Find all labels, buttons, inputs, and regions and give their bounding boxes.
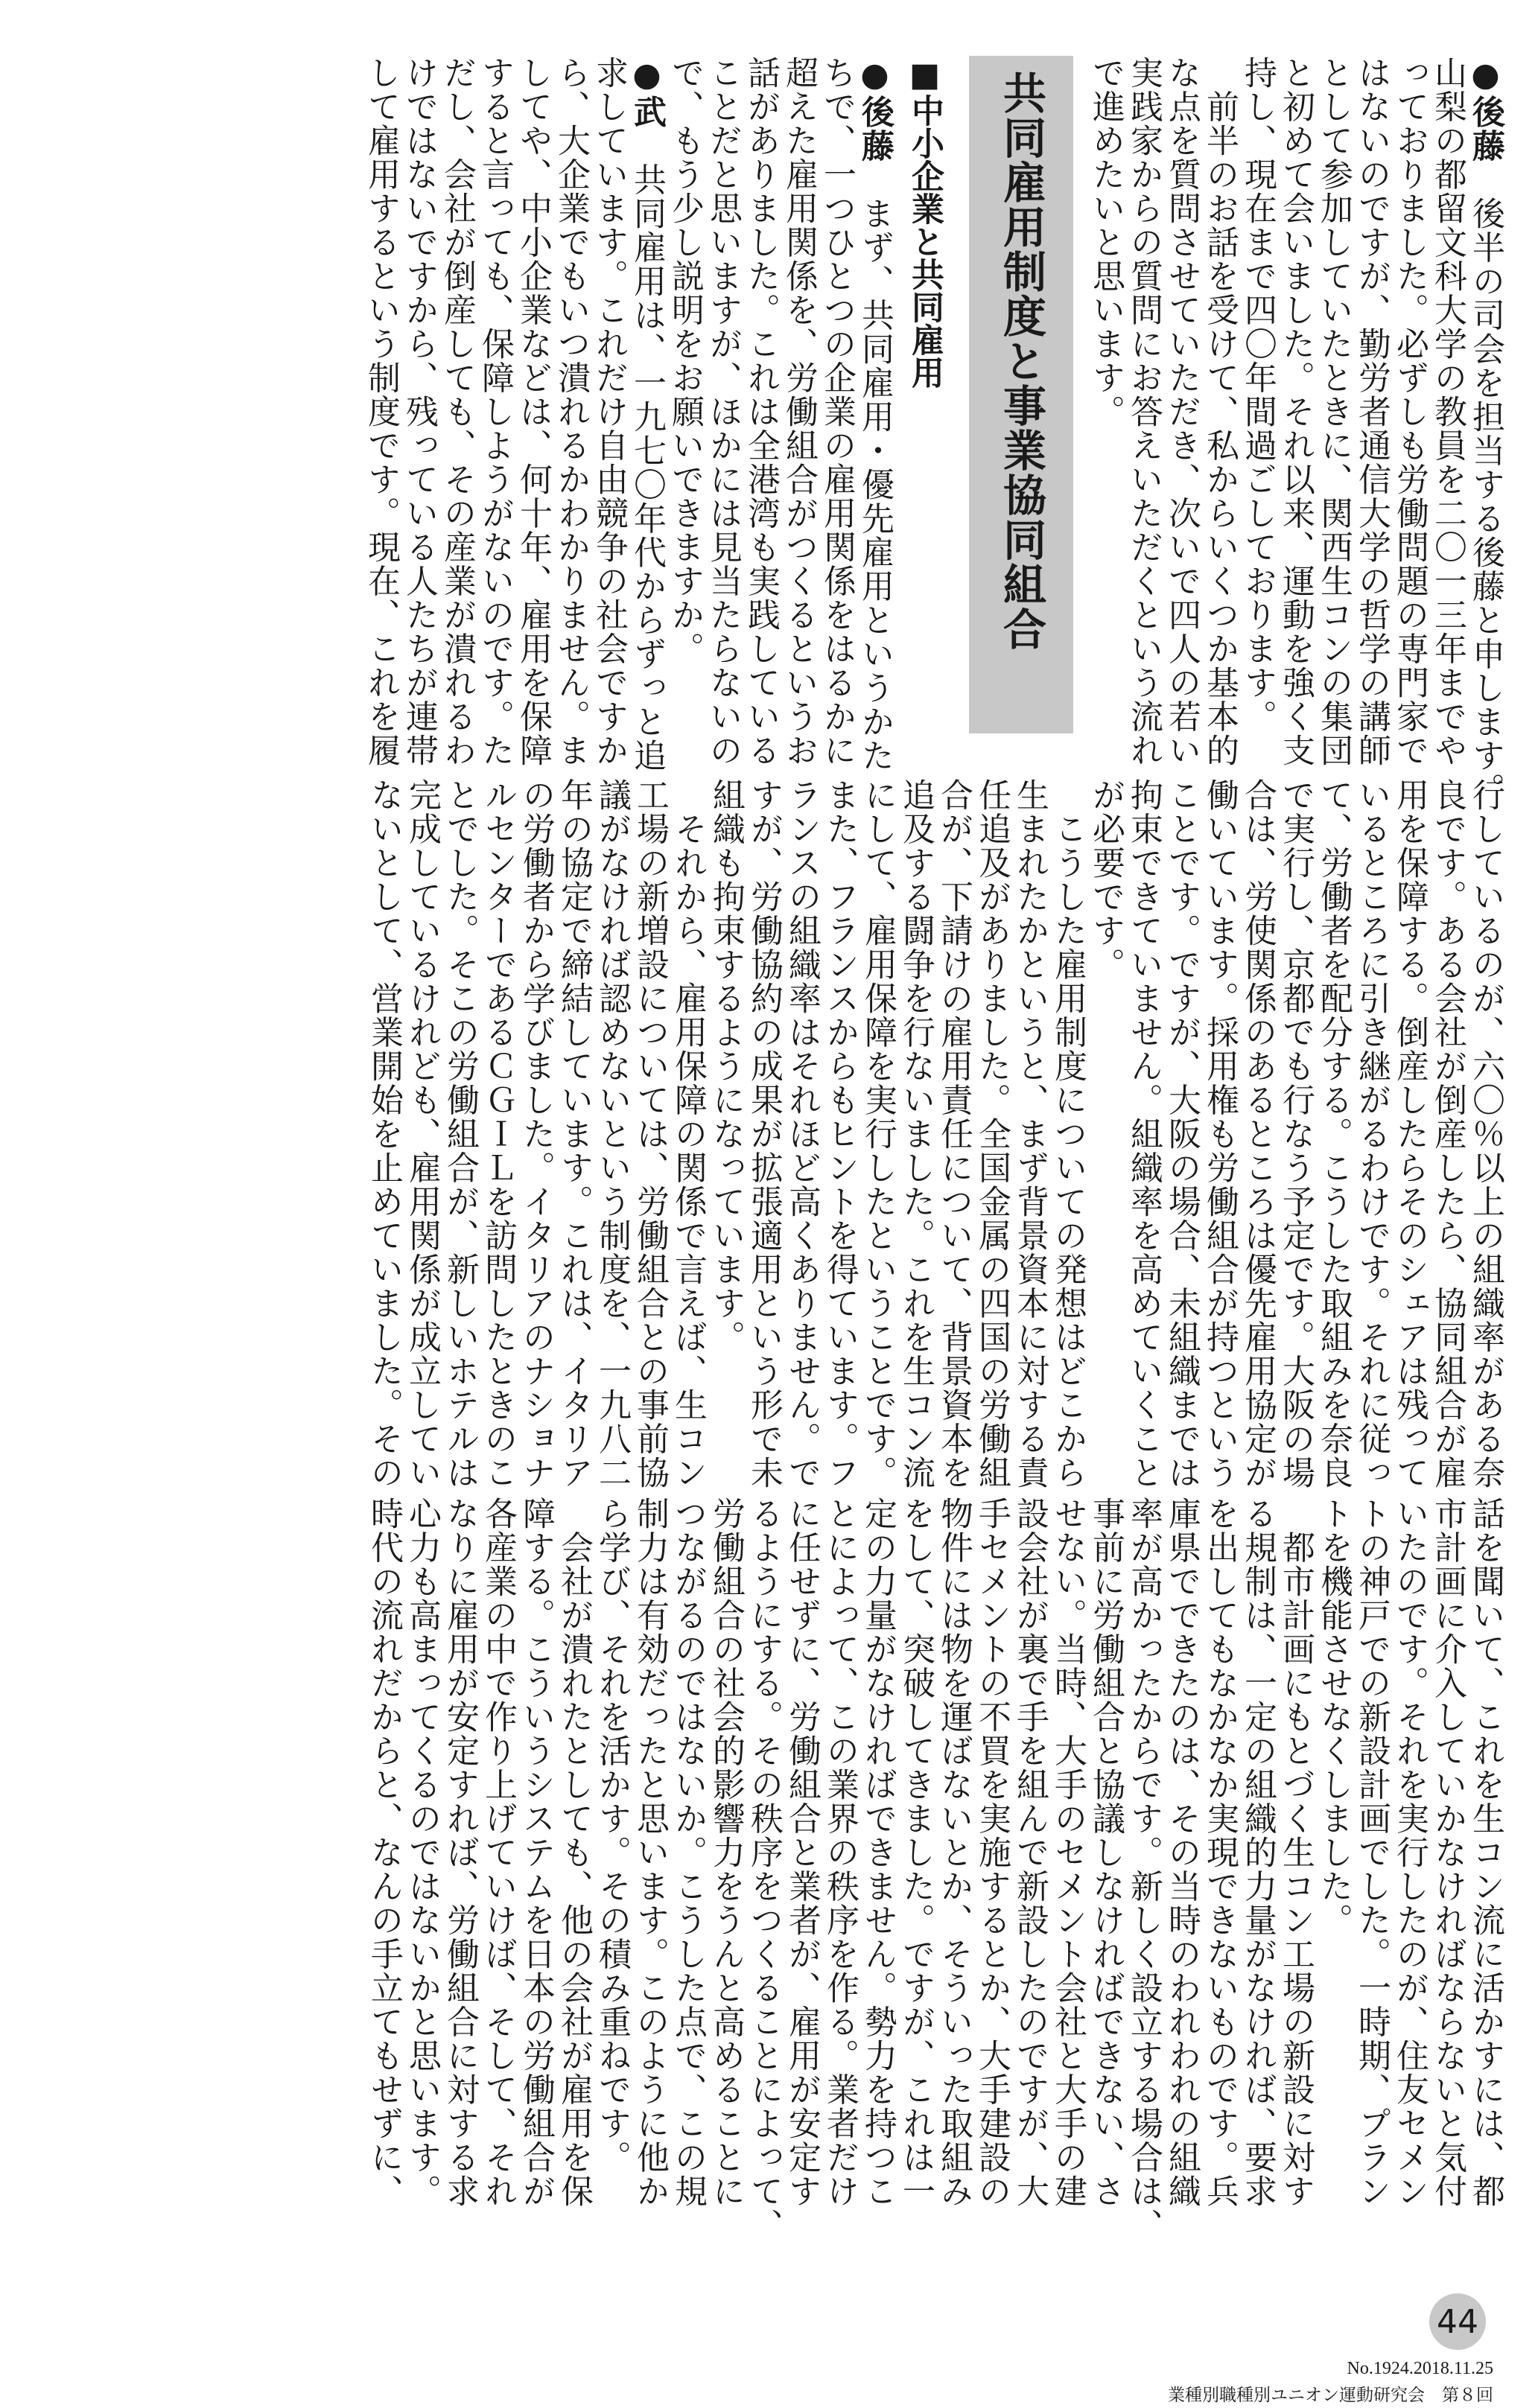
text-line: なりに雇用が安定すれば、労働組合に対する求 bbox=[441, 1497, 479, 2208]
text-line: 議がなければ認めないという制度を、一九八二 bbox=[593, 778, 631, 1490]
text-line: 各産業の中で作り上げていけば、そして、それ bbox=[479, 1497, 517, 2208]
text-line: で進めたいと思います。 bbox=[1087, 56, 1125, 429]
text-line: こうした雇用制度についての発想はどこから bbox=[1049, 778, 1087, 1490]
text-line: の労働者から学びました。イタリアのナショナ bbox=[517, 778, 555, 1490]
text-line: て、労働者を配分する。こうした取組みを奈良 bbox=[1315, 778, 1353, 1490]
text-line: 持し、現在まで四〇年間過ごしております。 bbox=[1239, 56, 1277, 733]
text-line: ら、大企業でもいつ潰れるかわかりません。ま bbox=[552, 56, 590, 768]
text-line: にして、雇用保障を実行したということです。 bbox=[859, 778, 897, 1490]
text-line: 求しています。これだけ自由競争の社会ですか bbox=[590, 56, 628, 768]
text-line: るようにする。その秩序をつくることによって、 bbox=[745, 1497, 783, 2242]
article-title-box bbox=[969, 56, 1073, 733]
text-line: として参加していたときに、関西生コンの集団 bbox=[1315, 56, 1353, 768]
text-line: けではないですから、残っている人たちが連帯 bbox=[400, 56, 438, 768]
text-line: ルセンターであるＣＧＩＬを訪問したときのこ bbox=[479, 778, 517, 1490]
text-line: また、フランスからもヒントを得ています。フ bbox=[821, 778, 859, 1490]
section-columns bbox=[362, 56, 894, 773]
text-line: な点を質問させていただき、次いで四人の若い bbox=[1163, 56, 1201, 768]
tier-3 bbox=[34, 1497, 1504, 2242]
text-line: 働いています。採用権も労働組合が持つという bbox=[1201, 778, 1239, 1490]
speaker-name: ●後藤 bbox=[856, 56, 894, 163]
text-line: 合は、労使関係のあるところは優先雇用協定が bbox=[1239, 778, 1277, 1490]
text-line: と初めて会いました。それ以来、運動を強く支 bbox=[1277, 56, 1315, 768]
text-line: 事前に労働組合と協議しなければできない、さ bbox=[1087, 1497, 1125, 2208]
text-line: 良です。ある会社が倒産したら、協同組合が雇 bbox=[1429, 778, 1466, 1490]
text-line: 工場の新増設については、労働組合との事前協 bbox=[631, 778, 669, 1490]
text-line: 超えた雇用関係を、労働組合がつくるというお bbox=[780, 56, 818, 768]
text-line: ランスの組織率はそれほど高くありません。で bbox=[783, 778, 821, 1490]
publication-footer: 業種別職種別ユニオン運動研究会 第８回 bbox=[1168, 2386, 1493, 2405]
text-line: る規制は、一定の組織的力量がなければ、要求 bbox=[1239, 1497, 1277, 2208]
text-line: 拘束できていません。組織率を高めていくこと bbox=[1125, 778, 1163, 1490]
text-line: すると言っても、保障しようがないのです。た bbox=[476, 56, 514, 768]
text-line: 労働組合の社会的影響力をうんと高めることに bbox=[707, 1497, 745, 2208]
text-line: 率が高かったからです。新しく設立する場合は、 bbox=[1125, 1497, 1163, 2242]
text-line: 山梨の都留文科大学の教員を二〇一三年までや bbox=[1429, 56, 1466, 768]
tier-2 bbox=[34, 778, 1504, 1490]
text-line: はないのですが、勤労者通信大学の哲学の講師 bbox=[1353, 56, 1391, 768]
text-line: ちで、一つひとつの企業の雇用関係をはるかに bbox=[818, 56, 856, 768]
text-line: 都市計画にもとづく生コン工場の新設に対す bbox=[1277, 1497, 1315, 2208]
text-line: ことだと思いますが、ほかには見当たらないの bbox=[704, 56, 742, 768]
page-number: 44 bbox=[1437, 2302, 1478, 2341]
text-line: 会社が潰れたとしても、他の会社が雇用を保 bbox=[555, 1497, 593, 2208]
text-line: 合が、下請けの雇用責任について、背景資本を bbox=[935, 778, 973, 1490]
text-line: 実践家からの質問にお答えいただくという流れ bbox=[1125, 56, 1163, 768]
text-line: ことです。ですが、大阪の場合、未組織までは bbox=[1163, 778, 1201, 1490]
text-line: 心力も高まってくるのではないかと思います。 bbox=[403, 1497, 441, 2208]
text-line: 前半のお話を受けて、私からいくつか基本的 bbox=[1201, 56, 1239, 768]
text-line: すが、労働協約の成果が拡張適用という形で未 bbox=[745, 778, 783, 1490]
text-line: いるところに引き継がるわけです。それに従っ bbox=[1353, 778, 1391, 1490]
article-title: 共同雇用制度と事業協同組合 bbox=[996, 71, 1046, 652]
text-line: 追及する闘争を行ないました。これを生コン流 bbox=[897, 778, 935, 1490]
text-line: で実行し、京都でも行なう予定です。大阪の場 bbox=[1277, 778, 1315, 1490]
text-line: 組織も拘束するようになっています。 bbox=[707, 778, 745, 1354]
text-line: 手セメントの不買を実施するとか、大手建設の bbox=[973, 1497, 1011, 2208]
text-line: それから、雇用保障の関係で言えば、生コン bbox=[669, 778, 707, 1490]
speaker-name: ●後藤 bbox=[1466, 56, 1504, 163]
text-line: 設会社が裏で手を組んで新設したのですが、大 bbox=[1011, 1497, 1049, 2208]
text-line: 障する。こういうシステムを日本の労働組合が bbox=[517, 1497, 555, 2208]
text-line: を出してもなかなか実現できないものです。兵 bbox=[1201, 1497, 1239, 2208]
text-line: 制力は有効だったと思います。このように他か bbox=[631, 1497, 669, 2208]
text-line: だし、会社が倒産しても、その産業が潰れるわ bbox=[438, 56, 476, 768]
text-line: 年の協定で締結しています。これは、イタリア bbox=[555, 778, 593, 1490]
text-line: 用を保障する。倒産したらそのシェアは残って bbox=[1391, 778, 1429, 1490]
text-line: 市計画に介入していかなければならないと気付 bbox=[1429, 1497, 1466, 2208]
text-line: 任追及がありました。全国金属の四国の労働組 bbox=[973, 778, 1011, 1490]
text-line: とによって、この業界の秩序を作る。業者だけ bbox=[821, 1497, 859, 2208]
issue-number: No.1924.2018.11.25 bbox=[1347, 2359, 1493, 2378]
text-line: ら学び、それを活かす。その積み重ねです。 bbox=[593, 1497, 631, 2174]
text-line: 定の力量がなければできません。勢力を持つこ bbox=[859, 1497, 897, 2208]
text-line: せない。当時、大手のセメント会社と大手の建 bbox=[1049, 1497, 1087, 2208]
text-line: で、もう少し説明をお願いできますか。 bbox=[666, 56, 704, 666]
text-line: 行しているのが、六〇％以上の組織率がある奈 bbox=[1466, 778, 1504, 1490]
section-heading: ■中小企業と共同雇用 bbox=[906, 56, 944, 389]
text-line: 時代の流れだからと、なんの手立てもせずに、 bbox=[365, 1497, 403, 2208]
text-line: っておりました。必ずしも労働問題の専門家で bbox=[1391, 56, 1429, 768]
text-line: 物件には物を運ばないとか、そういった取組み bbox=[935, 1497, 973, 2208]
text-line: して雇用するという制度です。現在、これを履 bbox=[362, 56, 400, 768]
text-line: をして、突破してきました。ですが、これは一 bbox=[897, 1497, 935, 2208]
text-line: つながるのではないか。こうした点で、この規 bbox=[669, 1497, 707, 2208]
speaker-name: ●武 bbox=[628, 56, 666, 129]
text-line: が必要です。 bbox=[1087, 778, 1125, 981]
text-line: 生まれたかというと、まず背景資本に対する責 bbox=[1011, 778, 1049, 1490]
page-number-badge bbox=[1429, 2293, 1486, 2350]
text-line: ないとして、営業開始を止めていました。その bbox=[365, 778, 403, 1490]
text-line: 完成しているけれども、雇用関係が成立してい bbox=[403, 778, 441, 1490]
text-line: ●後藤 まず、共同雇用・優先雇用というかた bbox=[856, 56, 894, 773]
tier-1 bbox=[34, 56, 1504, 806]
text-line: 話を聞いて、これを生コン流に活かすには、都 bbox=[1466, 1497, 1504, 2208]
text-line: トの神戸での新設計画でした。一時期、プラン bbox=[1353, 1497, 1391, 2208]
text-line: してや、中小企業などは、何十年、雇用を保障 bbox=[514, 56, 552, 768]
text-line: トを機能させなくしました。 bbox=[1315, 1497, 1353, 1937]
text-line: 庫県でできたのは、その当時のわれわれの組織 bbox=[1163, 1497, 1201, 2208]
text-line: ●後藤 後半の司会を担当する後藤と申します。 bbox=[1466, 56, 1504, 806]
text-line: いたのです。それを実行したのが、住友セメン bbox=[1391, 1497, 1429, 2208]
text-line: ●武 共同雇用は、一九七〇年代からずっと追 bbox=[628, 56, 666, 773]
text-line: とでした。そこの労働組合が、新しいホテルは bbox=[441, 778, 479, 1490]
intro-columns bbox=[1087, 56, 1504, 806]
text-line: 話がありました。これは全港湾も実践している bbox=[742, 56, 780, 768]
text-line: に任せずに、労働組合と業者が、雇用が安定す bbox=[783, 1497, 821, 2208]
